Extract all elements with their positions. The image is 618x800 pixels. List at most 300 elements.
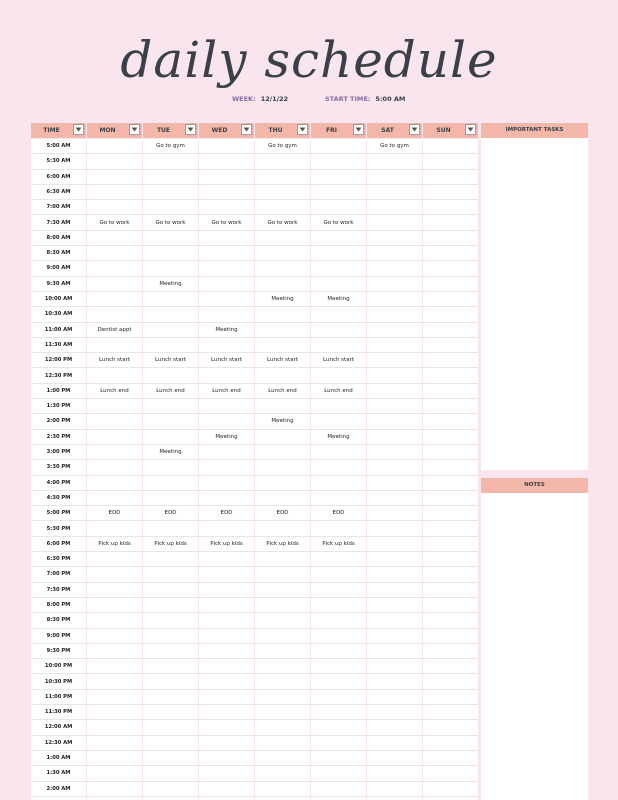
schedule-cell[interactable] (87, 705, 142, 720)
filter-dropdown-icon[interactable] (185, 124, 196, 135)
schedule-cell[interactable]: Lunch end (87, 384, 142, 399)
schedule-cell[interactable] (367, 369, 422, 384)
schedule-cell[interactable] (255, 690, 310, 705)
schedule-cell[interactable] (311, 690, 366, 705)
schedule-cell[interactable] (143, 154, 198, 169)
schedule-cell[interactable] (87, 292, 142, 307)
schedule-cell[interactable] (367, 231, 422, 246)
schedule-cell[interactable] (255, 629, 310, 644)
schedule-cell[interactable] (423, 231, 478, 246)
schedule-cell[interactable] (199, 414, 254, 429)
schedule-cell[interactable] (423, 399, 478, 414)
schedule-cell[interactable] (199, 369, 254, 384)
schedule-cell[interactable]: Lunch end (199, 384, 254, 399)
notes-area[interactable] (481, 493, 588, 800)
schedule-cell[interactable]: Go to work (143, 216, 198, 231)
filter-dropdown-icon[interactable] (465, 124, 476, 135)
schedule-cell[interactable] (199, 766, 254, 781)
schedule-cell[interactable] (311, 567, 366, 582)
filter-dropdown-icon[interactable] (129, 124, 140, 135)
schedule-cell[interactable] (423, 261, 478, 276)
schedule-cell[interactable] (143, 613, 198, 628)
schedule-cell[interactable] (143, 736, 198, 751)
schedule-cell[interactable] (311, 705, 366, 720)
schedule-cell[interactable] (87, 414, 142, 429)
schedule-cell[interactable] (143, 583, 198, 598)
schedule-cell[interactable] (255, 185, 310, 200)
schedule-cell[interactable] (311, 139, 366, 154)
schedule-cell[interactable] (143, 323, 198, 338)
schedule-cell[interactable] (255, 154, 310, 169)
schedule-cell[interactable] (367, 552, 422, 567)
schedule-cell[interactable]: Lunch end (311, 384, 366, 399)
schedule-cell[interactable]: Go to work (311, 216, 366, 231)
schedule-cell[interactable] (367, 506, 422, 521)
schedule-cell[interactable] (87, 369, 142, 384)
schedule-cell[interactable] (199, 598, 254, 613)
schedule-cell[interactable] (311, 231, 366, 246)
schedule-cell[interactable] (199, 782, 254, 797)
schedule-cell[interactable] (367, 445, 422, 460)
filter-dropdown-icon[interactable] (409, 124, 420, 135)
schedule-cell[interactable] (143, 522, 198, 537)
schedule-cell[interactable] (143, 170, 198, 185)
schedule-cell[interactable]: Pick up kids (87, 537, 142, 552)
schedule-cell[interactable] (367, 170, 422, 185)
schedule-cell[interactable] (311, 583, 366, 598)
start-time-value[interactable]: 5:00 AM (375, 95, 406, 103)
schedule-cell[interactable] (87, 720, 142, 735)
schedule-cell[interactable] (311, 552, 366, 567)
schedule-cell[interactable] (367, 430, 422, 445)
schedule-cell[interactable] (423, 766, 478, 781)
schedule-cell[interactable] (367, 690, 422, 705)
schedule-cell[interactable] (423, 430, 478, 445)
schedule-cell[interactable]: Go to gym (255, 139, 310, 154)
schedule-cell[interactable] (87, 261, 142, 276)
schedule-cell[interactable]: Lunch start (311, 353, 366, 368)
schedule-cell[interactable]: Dentist appt (87, 323, 142, 338)
schedule-cell[interactable] (367, 659, 422, 674)
schedule-cell[interactable] (423, 307, 478, 322)
schedule-cell[interactable] (143, 675, 198, 690)
schedule-cell[interactable]: Meeting (311, 430, 366, 445)
schedule-cell[interactable] (199, 552, 254, 567)
schedule-cell[interactable] (255, 491, 310, 506)
schedule-cell[interactable] (423, 414, 478, 429)
schedule-cell[interactable] (423, 491, 478, 506)
schedule-cell[interactable] (367, 414, 422, 429)
filter-dropdown-icon[interactable] (353, 124, 364, 135)
schedule-cell[interactable] (143, 690, 198, 705)
filter-dropdown-icon[interactable] (241, 124, 252, 135)
schedule-cell[interactable] (423, 659, 478, 674)
schedule-cell[interactable] (199, 491, 254, 506)
schedule-cell[interactable] (367, 583, 422, 598)
schedule-cell[interactable] (423, 246, 478, 261)
schedule-cell[interactable] (255, 338, 310, 353)
schedule-cell[interactable] (87, 522, 142, 537)
schedule-cell[interactable] (255, 307, 310, 322)
schedule-cell[interactable] (423, 522, 478, 537)
schedule-cell[interactable] (423, 154, 478, 169)
schedule-cell[interactable] (367, 720, 422, 735)
schedule-cell[interactable] (199, 261, 254, 276)
schedule-cell[interactable] (423, 567, 478, 582)
schedule-cell[interactable] (143, 705, 198, 720)
schedule-cell[interactable] (367, 216, 422, 231)
schedule-cell[interactable] (143, 644, 198, 659)
schedule-cell[interactable] (367, 629, 422, 644)
schedule-cell[interactable] (311, 522, 366, 537)
schedule-cell[interactable] (311, 460, 366, 475)
schedule-cell[interactable] (423, 583, 478, 598)
schedule-cell[interactable] (199, 476, 254, 491)
schedule-cell[interactable] (367, 261, 422, 276)
schedule-cell[interactable] (87, 491, 142, 506)
schedule-cell[interactable] (143, 659, 198, 674)
schedule-cell[interactable] (87, 185, 142, 200)
schedule-cell[interactable] (87, 583, 142, 598)
schedule-cell[interactable]: Meeting (255, 414, 310, 429)
schedule-cell[interactable] (87, 460, 142, 475)
schedule-cell[interactable] (255, 766, 310, 781)
schedule-cell[interactable] (87, 430, 142, 445)
schedule-cell[interactable] (255, 613, 310, 628)
schedule-cell[interactable] (423, 445, 478, 460)
schedule-cell[interactable] (423, 353, 478, 368)
schedule-cell[interactable] (255, 399, 310, 414)
schedule-cell[interactable] (423, 782, 478, 797)
schedule-cell[interactable] (367, 307, 422, 322)
schedule-cell[interactable] (367, 200, 422, 215)
schedule-cell[interactable]: Go to gym (143, 139, 198, 154)
schedule-cell[interactable] (143, 261, 198, 276)
schedule-cell[interactable]: Pick up kids (199, 537, 254, 552)
schedule-cell[interactable] (199, 720, 254, 735)
schedule-cell[interactable] (311, 261, 366, 276)
schedule-cell[interactable] (367, 736, 422, 751)
schedule-cell[interactable] (367, 476, 422, 491)
schedule-cell[interactable] (423, 200, 478, 215)
schedule-cell[interactable] (255, 567, 310, 582)
schedule-cell[interactable] (423, 751, 478, 766)
schedule-cell[interactable]: Pick up kids (255, 537, 310, 552)
schedule-cell[interactable] (311, 399, 366, 414)
schedule-cell[interactable] (199, 675, 254, 690)
schedule-cell[interactable] (87, 246, 142, 261)
schedule-cell[interactable] (255, 369, 310, 384)
schedule-cell[interactable] (255, 552, 310, 567)
schedule-cell[interactable] (311, 476, 366, 491)
schedule-cell[interactable] (423, 460, 478, 475)
schedule-cell[interactable] (87, 766, 142, 781)
schedule-cell[interactable] (423, 476, 478, 491)
schedule-cell[interactable] (311, 751, 366, 766)
schedule-cell[interactable] (255, 261, 310, 276)
schedule-cell[interactable] (199, 522, 254, 537)
schedule-cell[interactable] (87, 399, 142, 414)
schedule-cell[interactable] (311, 307, 366, 322)
schedule-cell[interactable] (423, 552, 478, 567)
schedule-cell[interactable] (311, 200, 366, 215)
schedule-cell[interactable] (311, 323, 366, 338)
schedule-cell[interactable] (255, 200, 310, 215)
schedule-cell[interactable]: EOD (199, 506, 254, 521)
schedule-cell[interactable] (367, 613, 422, 628)
schedule-cell[interactable] (199, 751, 254, 766)
schedule-cell[interactable] (143, 460, 198, 475)
schedule-cell[interactable] (143, 598, 198, 613)
schedule-cell[interactable] (367, 384, 422, 399)
schedule-cell[interactable] (199, 200, 254, 215)
schedule-cell[interactable] (423, 216, 478, 231)
schedule-cell[interactable] (143, 751, 198, 766)
schedule-cell[interactable] (143, 629, 198, 644)
schedule-cell[interactable] (87, 170, 142, 185)
schedule-cell[interactable] (311, 170, 366, 185)
schedule-cell[interactable]: Lunch start (87, 353, 142, 368)
schedule-cell[interactable] (423, 644, 478, 659)
schedule-cell[interactable] (87, 200, 142, 215)
schedule-cell[interactable] (311, 154, 366, 169)
schedule-cell[interactable]: Go to gym (367, 139, 422, 154)
schedule-cell[interactable] (143, 231, 198, 246)
schedule-cell[interactable] (199, 307, 254, 322)
schedule-cell[interactable] (143, 292, 198, 307)
schedule-cell[interactable]: EOD (255, 506, 310, 521)
schedule-cell[interactable]: Lunch start (255, 353, 310, 368)
schedule-cell[interactable] (255, 736, 310, 751)
schedule-cell[interactable] (367, 522, 422, 537)
schedule-cell[interactable] (255, 323, 310, 338)
schedule-cell[interactable] (87, 338, 142, 353)
schedule-cell[interactable] (255, 583, 310, 598)
schedule-cell[interactable] (87, 598, 142, 613)
schedule-cell[interactable] (367, 782, 422, 797)
schedule-cell[interactable] (311, 644, 366, 659)
schedule-cell[interactable] (367, 277, 422, 292)
schedule-cell[interactable] (311, 598, 366, 613)
schedule-cell[interactable] (255, 445, 310, 460)
schedule-cell[interactable] (367, 185, 422, 200)
filter-dropdown-icon[interactable] (73, 124, 84, 135)
schedule-cell[interactable] (199, 277, 254, 292)
schedule-cell[interactable] (311, 185, 366, 200)
schedule-cell[interactable] (87, 445, 142, 460)
schedule-cell[interactable] (367, 567, 422, 582)
schedule-cell[interactable] (143, 476, 198, 491)
schedule-cell[interactable] (311, 246, 366, 261)
schedule-cell[interactable] (199, 690, 254, 705)
schedule-cell[interactable] (255, 675, 310, 690)
schedule-cell[interactable] (87, 659, 142, 674)
schedule-cell[interactable] (87, 231, 142, 246)
schedule-cell[interactable] (311, 338, 366, 353)
schedule-cell[interactable] (199, 659, 254, 674)
schedule-cell[interactable] (367, 751, 422, 766)
schedule-cell[interactable] (367, 154, 422, 169)
schedule-cell[interactable] (143, 246, 198, 261)
schedule-cell[interactable] (199, 445, 254, 460)
schedule-cell[interactable] (143, 782, 198, 797)
schedule-cell[interactable] (367, 338, 422, 353)
schedule-cell[interactable] (311, 675, 366, 690)
schedule-cell[interactable] (255, 598, 310, 613)
schedule-cell[interactable] (423, 598, 478, 613)
schedule-cell[interactable] (423, 675, 478, 690)
schedule-cell[interactable] (87, 476, 142, 491)
schedule-cell[interactable] (367, 399, 422, 414)
schedule-cell[interactable] (311, 445, 366, 460)
schedule-cell[interactable] (423, 537, 478, 552)
schedule-cell[interactable] (87, 782, 142, 797)
schedule-cell[interactable] (87, 675, 142, 690)
schedule-cell[interactable]: Go to work (87, 216, 142, 231)
schedule-cell[interactable] (199, 246, 254, 261)
schedule-cell[interactable] (143, 200, 198, 215)
schedule-cell[interactable] (367, 491, 422, 506)
schedule-cell[interactable] (367, 246, 422, 261)
filter-dropdown-icon[interactable] (297, 124, 308, 135)
schedule-cell[interactable]: Lunch start (199, 353, 254, 368)
schedule-cell[interactable] (311, 277, 366, 292)
schedule-cell[interactable] (367, 598, 422, 613)
schedule-cell[interactable] (367, 644, 422, 659)
schedule-cell[interactable] (87, 567, 142, 582)
schedule-cell[interactable] (423, 139, 478, 154)
schedule-cell[interactable] (255, 170, 310, 185)
important-tasks-area[interactable] (481, 138, 588, 470)
schedule-cell[interactable] (199, 154, 254, 169)
schedule-cell[interactable] (143, 307, 198, 322)
schedule-cell[interactable]: EOD (87, 506, 142, 521)
schedule-cell[interactable] (367, 766, 422, 781)
schedule-cell[interactable] (87, 644, 142, 659)
schedule-cell[interactable] (311, 613, 366, 628)
schedule-cell[interactable] (423, 613, 478, 628)
schedule-cell[interactable] (199, 231, 254, 246)
schedule-cell[interactable]: Go to work (199, 216, 254, 231)
schedule-cell[interactable] (87, 154, 142, 169)
schedule-cell[interactable] (255, 476, 310, 491)
schedule-cell[interactable] (199, 399, 254, 414)
schedule-cell[interactable] (199, 644, 254, 659)
schedule-cell[interactable] (255, 430, 310, 445)
schedule-cell[interactable] (199, 292, 254, 307)
schedule-cell[interactable] (199, 170, 254, 185)
schedule-cell[interactable]: EOD (311, 506, 366, 521)
schedule-cell[interactable] (423, 277, 478, 292)
schedule-cell[interactable] (199, 705, 254, 720)
schedule-cell[interactable] (255, 231, 310, 246)
schedule-cell[interactable] (423, 720, 478, 735)
schedule-cell[interactable] (87, 307, 142, 322)
schedule-cell[interactable] (199, 338, 254, 353)
schedule-cell[interactable] (311, 736, 366, 751)
schedule-cell[interactable] (255, 246, 310, 261)
schedule-cell[interactable]: Meeting (255, 292, 310, 307)
schedule-cell[interactable] (367, 537, 422, 552)
schedule-cell[interactable] (311, 491, 366, 506)
schedule-cell[interactable] (87, 139, 142, 154)
schedule-cell[interactable] (87, 277, 142, 292)
schedule-cell[interactable] (423, 338, 478, 353)
schedule-cell[interactable] (311, 720, 366, 735)
schedule-cell[interactable] (423, 506, 478, 521)
schedule-cell[interactable] (367, 292, 422, 307)
schedule-cell[interactable] (255, 705, 310, 720)
schedule-cell[interactable] (255, 644, 310, 659)
schedule-cell[interactable] (367, 705, 422, 720)
schedule-cell[interactable] (143, 552, 198, 567)
schedule-cell[interactable] (423, 384, 478, 399)
schedule-cell[interactable] (311, 782, 366, 797)
week-value[interactable]: 12/1/22 (260, 95, 289, 103)
schedule-cell[interactable] (423, 736, 478, 751)
schedule-cell[interactable] (255, 277, 310, 292)
schedule-cell[interactable] (143, 185, 198, 200)
schedule-cell[interactable] (423, 170, 478, 185)
schedule-cell[interactable] (143, 338, 198, 353)
schedule-cell[interactable] (255, 782, 310, 797)
schedule-cell[interactable]: Lunch end (255, 384, 310, 399)
schedule-cell[interactable] (87, 629, 142, 644)
schedule-cell[interactable] (255, 720, 310, 735)
schedule-cell[interactable] (255, 659, 310, 674)
schedule-cell[interactable]: Pick up kids (143, 537, 198, 552)
schedule-cell[interactable]: Meeting (143, 445, 198, 460)
schedule-cell[interactable] (311, 659, 366, 674)
schedule-cell[interactable]: Pick up kids (311, 537, 366, 552)
schedule-cell[interactable] (199, 567, 254, 582)
schedule-cell[interactable]: Meeting (199, 323, 254, 338)
schedule-cell[interactable] (87, 552, 142, 567)
schedule-cell[interactable] (255, 522, 310, 537)
schedule-cell[interactable] (311, 369, 366, 384)
schedule-cell[interactable] (199, 583, 254, 598)
schedule-cell[interactable] (367, 323, 422, 338)
schedule-cell[interactable] (87, 690, 142, 705)
schedule-cell[interactable] (367, 460, 422, 475)
schedule-cell[interactable] (423, 292, 478, 307)
schedule-cell[interactable] (143, 567, 198, 582)
schedule-cell[interactable] (199, 460, 254, 475)
schedule-cell[interactable] (143, 414, 198, 429)
schedule-cell[interactable] (143, 369, 198, 384)
schedule-cell[interactable] (143, 720, 198, 735)
schedule-cell[interactable] (311, 766, 366, 781)
schedule-cell[interactable]: Meeting (199, 430, 254, 445)
schedule-cell[interactable] (87, 613, 142, 628)
schedule-cell[interactable] (311, 414, 366, 429)
schedule-cell[interactable] (143, 491, 198, 506)
schedule-cell[interactable] (143, 399, 198, 414)
schedule-cell[interactable] (255, 460, 310, 475)
schedule-cell[interactable]: Go to work (255, 216, 310, 231)
schedule-cell[interactable] (199, 613, 254, 628)
schedule-cell[interactable] (143, 430, 198, 445)
schedule-cell[interactable] (423, 705, 478, 720)
schedule-cell[interactable] (423, 369, 478, 384)
schedule-cell[interactable] (255, 751, 310, 766)
schedule-cell[interactable] (199, 736, 254, 751)
schedule-cell[interactable] (87, 751, 142, 766)
schedule-cell[interactable]: Meeting (143, 277, 198, 292)
schedule-cell[interactable]: EOD (143, 506, 198, 521)
schedule-cell[interactable] (423, 690, 478, 705)
schedule-cell[interactable] (199, 139, 254, 154)
